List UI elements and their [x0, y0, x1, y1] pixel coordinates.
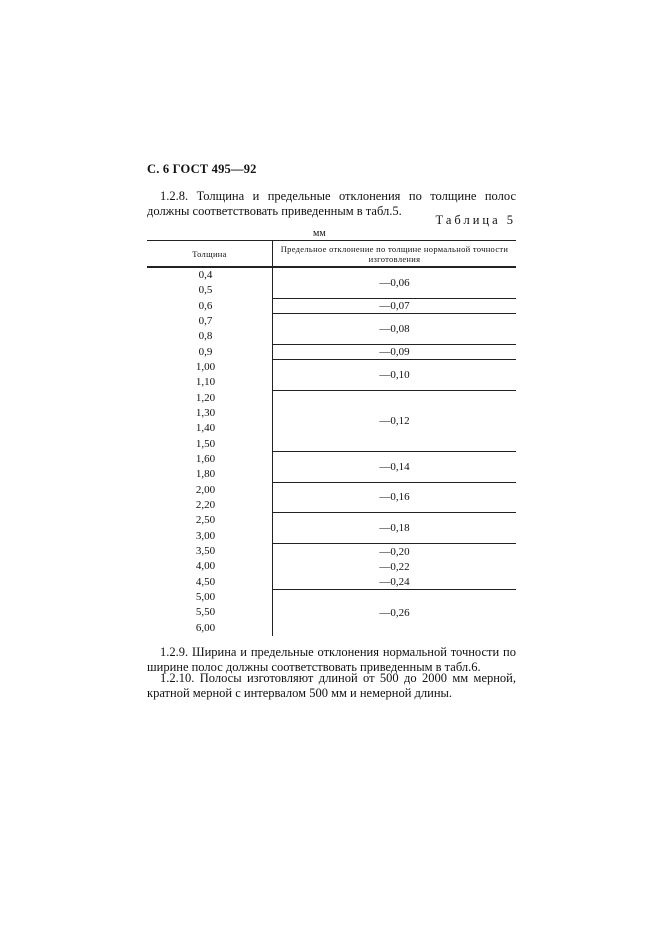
- thickness-cell: 5,50: [195, 606, 216, 619]
- deviation-cell: —0,24: [273, 575, 516, 590]
- thickness-cell: 0,5: [198, 284, 213, 297]
- thickness-cell: 0,7: [198, 314, 213, 327]
- deviation-cell: —0,06: [273, 268, 516, 299]
- thickness-cell: 5,00: [195, 590, 216, 603]
- deviation-cell: —0,22: [379, 560, 410, 573]
- thickness-column: [147, 268, 273, 636]
- page-header: С. 6 ГОСТ 495—92: [147, 162, 257, 176]
- thickness-cell: 1,10: [195, 376, 216, 389]
- table-header: [147, 241, 516, 268]
- deviation-cell: —0,26: [379, 606, 410, 619]
- deviation-cell: —0,18: [273, 513, 516, 544]
- paragraph-1-2-10: 1.2.10. Полосы изготовляют длиной от 500 до 2000 мм мерной, кратной мерной с интервалом 500 мм и немерной длины.: [147, 671, 516, 700]
- table-body: [147, 268, 516, 636]
- deviation-cell: —0,14: [273, 452, 516, 483]
- thickness-cell: 4,00: [195, 560, 216, 573]
- thickness-cell: 0,4: [198, 269, 213, 281]
- thickness-cell: 1,40: [195, 422, 216, 435]
- thickness-cell: 1,80: [195, 468, 216, 481]
- thickness-cell: 0,6: [198, 299, 213, 312]
- thickness-cell: 0,9: [198, 345, 213, 358]
- deviation-cell: —0,16: [273, 483, 516, 514]
- thickness-cell: 1,20: [195, 391, 216, 404]
- column-header-deviation: Предельное отклонение по толщине нормальной точности изготовления: [280, 243, 509, 264]
- thickness-cell: 6,00: [195, 621, 216, 634]
- deviation-cell: —0,20: [379, 545, 410, 558]
- deviation-cell: —0,10: [273, 360, 516, 391]
- thickness-cell: 1,00: [195, 360, 216, 373]
- table-caption: Таблица 5: [435, 213, 516, 227]
- paragraph-1-2-8: 1.2.8. Толщина и предельные отклонения по толщине полос должны соответствовать приведенным в табл.5.: [147, 189, 516, 218]
- thickness-cell: 3,00: [195, 529, 216, 542]
- thickness-cell: 1,50: [195, 437, 216, 450]
- thickness-cell: 0,8: [198, 330, 213, 343]
- paragraph-1-2-9: 1.2.9. Ширина и предельные отклонения нормальной точности по ширине полос должны соответствовать приведенным в табл.6.: [147, 645, 516, 674]
- thickness-cell: 1,30: [195, 406, 216, 419]
- deviation-column: [273, 268, 516, 636]
- deviation-cell: —0,08: [273, 314, 516, 345]
- thickness-cell: 2,50: [195, 514, 216, 527]
- thickness-cell: 4,50: [195, 575, 216, 588]
- thickness-cell: 2,20: [195, 498, 216, 511]
- column-header-thickness: Толщина: [147, 241, 273, 266]
- thickness-cell: 2,00: [195, 483, 216, 496]
- deviation-cell: —0,07: [273, 299, 516, 314]
- table-units: мм: [313, 228, 326, 239]
- thickness-table: [147, 240, 516, 636]
- deviation-cell: —0,12: [273, 391, 516, 452]
- thickness-cell: 1,60: [195, 452, 216, 465]
- deviation-cell: —0,09: [273, 345, 516, 360]
- thickness-cell: 3,50: [195, 544, 216, 557]
